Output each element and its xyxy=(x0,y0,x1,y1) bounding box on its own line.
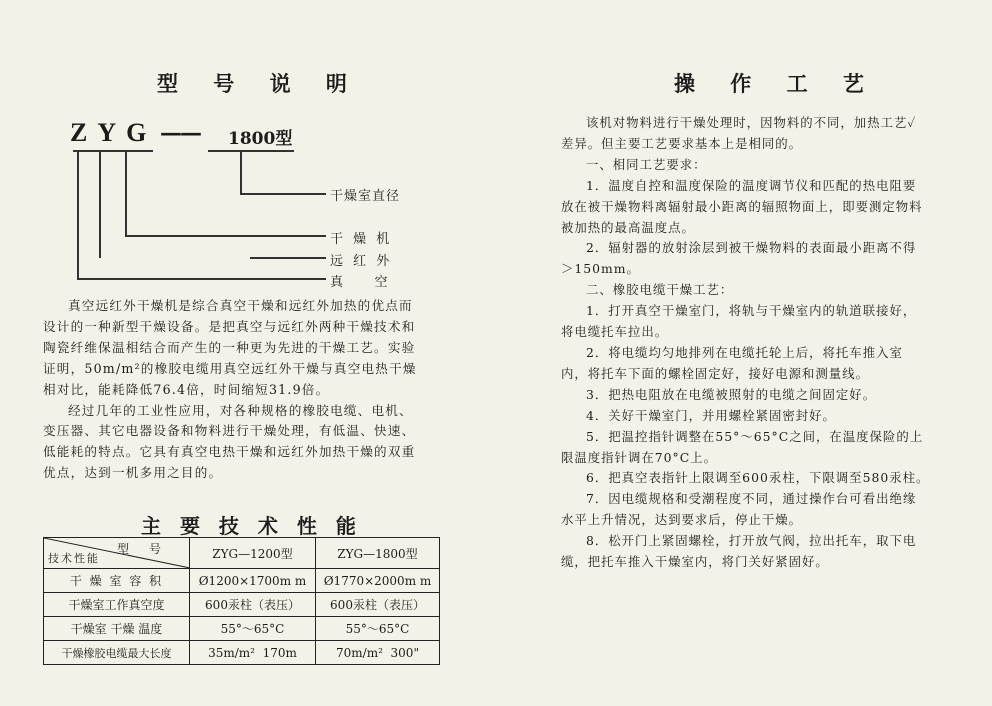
process-line: 一、相同工艺要求： xyxy=(586,156,707,172)
operation-process-title: 操 作 工 艺 xyxy=(674,71,878,96)
cell-value: 35m/m² 170m xyxy=(190,641,316,665)
process-line: 5．把温控指针调整在55°～65°C之间，在温度保险的上 xyxy=(586,428,924,444)
row-label: 干燥室 干燥 温度 xyxy=(44,617,190,641)
process-line: 将电缆托车拉出。 xyxy=(561,324,669,340)
legend-dryer: 干 燥 机 xyxy=(330,232,393,247)
process-line: 该机对物料进行干燥处理时，因物料的不同，加热工艺✓ xyxy=(586,115,917,130)
corner-model-label: 型 号 xyxy=(117,542,169,556)
cell-value: Ø1200×1700m m xyxy=(190,569,316,593)
table-row xyxy=(44,569,440,593)
process-line: 3．把热电阻放在电缆被照射的电缆之间固定好。 xyxy=(586,386,877,402)
corner-performance-label: 技术性能 xyxy=(48,552,100,565)
cell-value: 55°～65°C xyxy=(316,617,440,641)
row-label: 干燥室工作真空度 xyxy=(44,593,190,617)
legend-chamber-diameter: 干燥室直径 xyxy=(330,189,401,204)
table-row xyxy=(44,593,440,617)
table-row xyxy=(44,641,440,665)
spec-table xyxy=(43,537,440,665)
intro-line: 真空远红外干燥机是综合真空干燥和远红外加热的优点而 xyxy=(68,298,413,313)
cell-value: Ø1770×2000m m xyxy=(316,569,440,593)
process-line: 1．温度自控和温度保险的温度调节仪和匹配的热电阻要 xyxy=(586,177,917,193)
intro-line: 设计的一种新型干燥设备。是把真空与远红外两种干燥技术和 xyxy=(43,318,416,334)
model-description-title: 型 号 说 明 xyxy=(157,71,361,96)
process-line: 限温度指针调在70°C上。 xyxy=(561,449,717,465)
process-line: 8．松开门上紧固螺栓，打开放气阀，拉出托车，取下电 xyxy=(586,533,917,549)
intro-line: 优点，达到一机多用之目的。 xyxy=(43,465,223,481)
intro-paragraph xyxy=(43,296,417,484)
intro-line: 变压器、其它电器设备和物料进行干燥处理，有低温、快速、 xyxy=(43,423,416,439)
process-line: 2．辐射器的放射涂层到被干燥物料的表面最小距离不得 xyxy=(586,240,917,256)
row-label: 干燥橡胶电缆最大长度 xyxy=(44,641,190,665)
model-dash: —— xyxy=(160,120,200,146)
process-line: 放在被干燥物料离辐射最小距离的辐照物面上，即要测定物料 xyxy=(561,198,923,214)
process-line: 7．因电缆规格和受潮程度不同，通过操作台可看出绝缘 xyxy=(586,491,917,507)
table-corner-cell xyxy=(44,538,190,569)
process-line: 6．把真空表指针上限调至600汞柱，下限调至580汞柱。 xyxy=(586,470,930,486)
process-line: 二、橡胶电缆干燥工艺： xyxy=(586,282,734,298)
legend-vacuum: 真 空 xyxy=(330,275,391,290)
legend-far-infrared: 远 红 外 xyxy=(330,254,393,269)
intro-line: 经过几年的工业性应用，对各种规格的橡胶电缆、电机、 xyxy=(68,402,413,418)
process-line: 差异。但主要工艺要求基本上是相同的。 xyxy=(561,135,803,151)
row-label: 干 燥 室 容 积 xyxy=(44,569,190,593)
intro-line: 证明，50m/m²的橡胶电缆用真空远红外干燥与真空电热干燥 xyxy=(43,360,417,376)
cell-value: 55°～65°C xyxy=(190,617,316,641)
process-line: 被加热的最高温度点。 xyxy=(561,219,695,235)
table-row xyxy=(44,617,440,641)
column-header-1200: ZYG—1200型 xyxy=(190,538,316,569)
cell-value: 600汞柱（表压） xyxy=(190,593,316,617)
spec-title: 主 要 技 术 性 能 xyxy=(141,514,362,538)
operation-process-text xyxy=(561,113,929,573)
process-line: 1．打开真空干燥室门，将轨与干燥室内的轨道联接好， xyxy=(586,303,917,319)
process-line: 缆，把托车推入干燥室内，将门关好紧固好。 xyxy=(561,554,829,570)
cell-value: 600汞柱（表压） xyxy=(316,593,440,617)
process-line: 4．关好干燥室门，并用螺栓紧固密封好。 xyxy=(586,407,836,423)
model-code: ZYG xyxy=(70,118,157,147)
process-line: 内，将托车下面的螺栓固定好，接好电源和测量线。 xyxy=(561,365,869,381)
cell-value: 70m/m² 300" xyxy=(316,641,440,665)
process-line: 2．将电缆均匀地排列在电缆托轮上后，将托车推入室 xyxy=(586,344,903,360)
process-line: 水平上升情况，达到要求后，停止干燥。 xyxy=(561,512,803,528)
intro-line: 陶瓷纤维保温相结合而产生的一种更为先进的干燥工艺。实验 xyxy=(43,339,416,355)
model-suffix: 1800型 xyxy=(228,129,293,149)
intro-line: 低能耗的特点。它具有真空电热干燥和远红外加热干燥的双重 xyxy=(43,444,416,460)
intro-line: 相对比，能耗降低76.4倍，时间缩短31.9倍。 xyxy=(43,381,330,397)
process-line: ＞150mm。 xyxy=(561,261,640,277)
column-header-1800: ZYG—1800型 xyxy=(316,538,440,569)
table-header-row xyxy=(44,538,440,569)
